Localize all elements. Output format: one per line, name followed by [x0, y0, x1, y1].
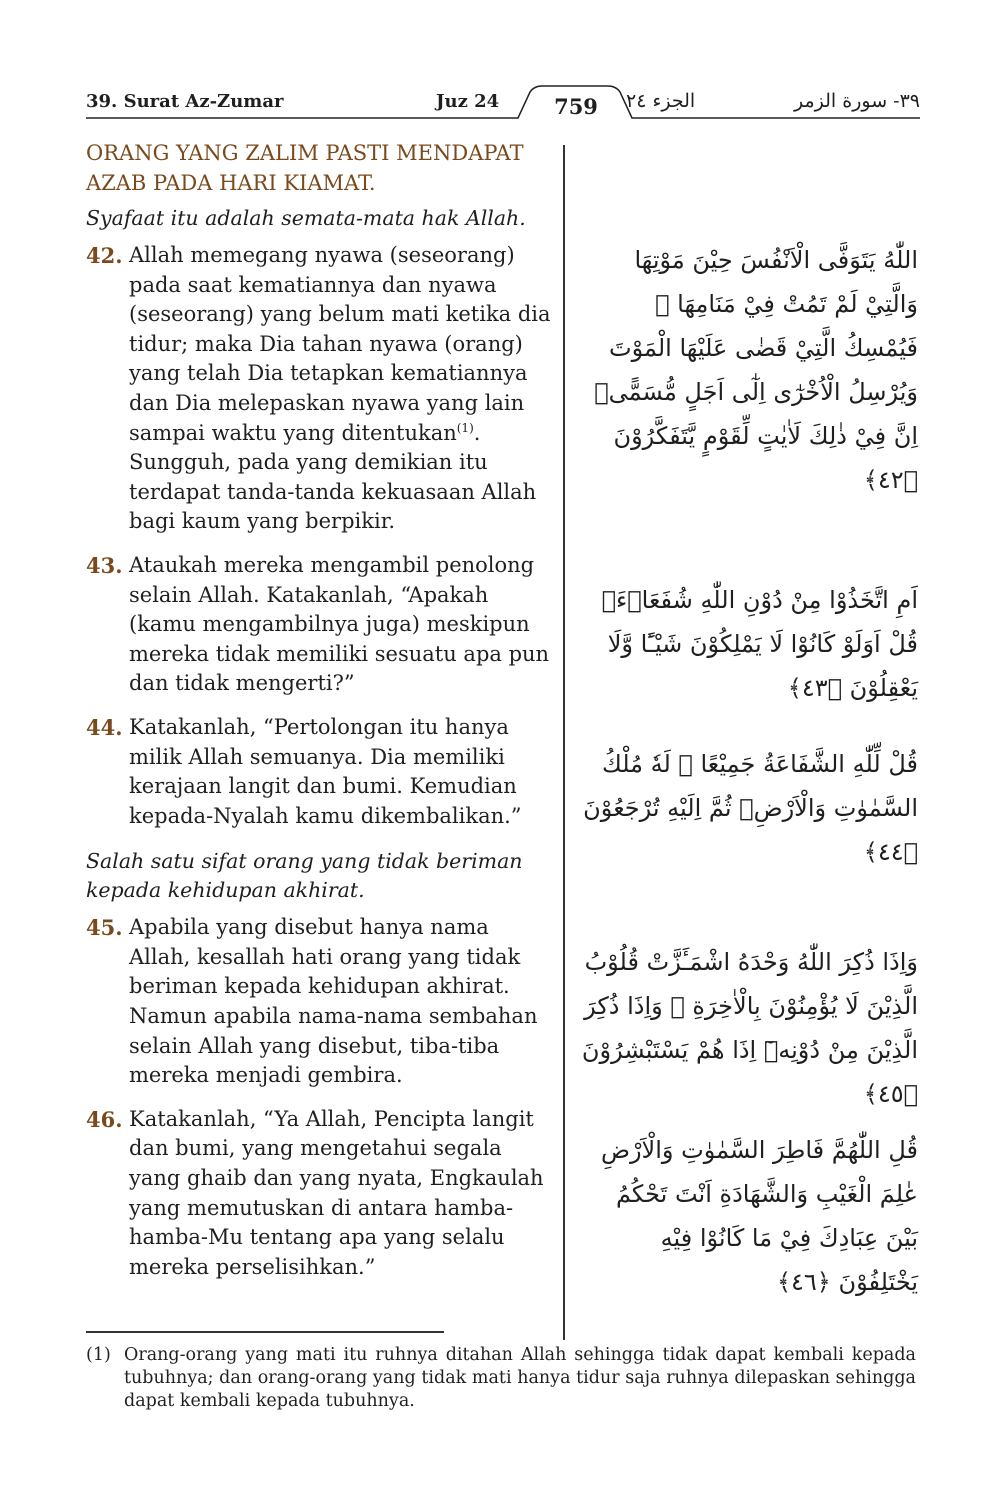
- page-number: 759: [554, 94, 598, 119]
- verse-text: Apabila yang disebut hanya nama Allah, kesallah hati orang yang tidak beriman kepada kehidupan akhirat. Namun apabila nama-nama sembahan selain Allah yang disebut, tiba-tiba mereka menjadi gembira.: [129, 915, 538, 1088]
- column-divider: [563, 145, 565, 1340]
- footnote-mark: (1): [86, 1345, 111, 1365]
- verse-44-translation: [86, 713, 554, 831]
- verse-42-translation: [86, 241, 554, 537]
- juz-label-latin: Juz 24: [436, 91, 500, 112]
- verse-45-translation: [86, 913, 554, 1091]
- footnote-rule: [86, 1331, 444, 1333]
- verse-43-arabic: اَمِ اتَّخَذُوْا مِنْ دُوْنِ اللّٰهِ شُفَعَاۤءَۗ قُلْ اَوَلَوْ كَانُوْا لَا يَمْلِكُوْنَ شَيْـًٔا وَّلَا يَعْقِلُوْنَ ﴿٤٣﴾: [601, 586, 918, 702]
- verse-text: Katakanlah, “Pertolongan itu hanya milik Allah semuanya. Dia memiliki kerajaan langit dan bumi. Kemudian kepada-Nyalah kamu dikembalikan.”: [129, 714, 522, 828]
- verse-42-arabic: اللّٰهُ يَتَوَفَّى الْاَنْفُسَ حِيْنَ مَوْتِهَا وَالَّتِيْ لَمْ تَمُتْ فِيْ مَنَامِهَا ۚ فَيُمْسِكُ الَّتِيْ قَضٰى عَلَيْهَا الْمَوْتَ وَيُرْسِلُ الْاُخْرٰٓى اِلٰٓى اَجَلٍ مُّسَمًّىۗ اِنَّ فِيْ ذٰلِكَ لَاٰيٰتٍ لِّقَوْمٍ يَّتَفَكَّرُوْنَ ﴿٤٢﴾: [594, 246, 918, 494]
- footnote-reference[interactable]: (1): [456, 420, 474, 435]
- verse-44-arabic: قُلْ لِّلّٰهِ الشَّفَاعَةُ جَمِيْعًا ۗ لَهٗ مُلْكُ السَّمٰوٰتِ وَالْاَرْضِۗ ثُمَّ اِلَيْهِ تُرْجَعُوْنَ ﴿٤٤﴾: [583, 750, 918, 866]
- verse-text: Ataukah mereka mengambil penolong selain Allah. Katakanlah, “Apakah (kamu mengambilnya juga) meskipun mereka tidak memiliki sesuatu apa pun dan tidak mengerti?”: [129, 552, 550, 696]
- verse-number: 43.: [86, 552, 123, 578]
- verse-43-translation: [86, 551, 554, 699]
- verse-46-arabic: قُلِ اللّٰهُمَّ فَاطِرَ السَّمٰوٰتِ وَالْاَرْضِ عٰلِمَ الْغَيْبِ وَالشَّهَادَةِ اَنْتَ تَحْكُمُ بَيْنَ عِبَادِكَ فِيْ مَا كَانُوْا فِيْهِ يَخْتَلِفُوْنَ ﴿٤٦﴾: [600, 1136, 918, 1296]
- verse-text: . Sungguh, pada yang demikian itu terdapat tanda-tanda kekuasaan Allah bagi kaum yang berpikir.: [129, 420, 537, 534]
- verse-text: Allah memegang nyawa (seseorang) pada saat kematiannya dan nyawa (seseorang) yang belum mati ketika dia tidur; maka Dia tahan nyawa (orang) yang telah Dia tetapkan kematiannya dan Dia melepaskan nyawa yang lain sampai waktu yang ditentukan: [129, 243, 551, 445]
- juz-label-arabic: الجزء ٢٤: [626, 90, 696, 112]
- section-heading: ORANG YANG ZALIM PASTI MENDAPAT AZAB PADA HARI KIAMAT.: [86, 141, 524, 195]
- surah-title-arabic: ٣٩- سورة الزمر: [794, 90, 920, 112]
- verse-text: Katakanlah, “Ya Allah, Pencipta langit dan bumi, yang mengetahui segala yang ghaib dan yang nyata, Engkaulah yang memutuskan di antara hamba-hamba-Mu tentang apa yang selalu mereka perselisihkan.”: [129, 1106, 544, 1279]
- verse-number: 46.: [86, 1106, 123, 1132]
- surah-title-latin: 39. Surat Az-Zumar: [86, 91, 284, 112]
- verse-number: 44.: [86, 714, 123, 740]
- verse-46-translation: [86, 1105, 554, 1283]
- subheading: Syafaat itu adalah semata-mata hak Allah.: [86, 206, 526, 230]
- translation-column: [86, 138, 554, 1282]
- running-header: [86, 78, 920, 126]
- verse-number: 45.: [86, 915, 123, 941]
- verse-number: 42.: [86, 243, 123, 268]
- subheading: Salah satu sifat orang yang tidak beriman kepada kehidupan akhirat.: [86, 849, 523, 903]
- footnote-text: Orang-orang yang mati itu ruhnya ditahan Allah sehingga tidak dapat kembali kepada tubuhnya; dan orang-orang yang tidak mati hanya tidur saja ruhnya dilepaskan sehingga dapat kembali kepada tubuhnya.: [124, 1345, 916, 1411]
- footnote: [86, 1344, 916, 1413]
- verse-45-arabic: وَاِذَا ذُكِرَ اللّٰهُ وَحْدَهُ اشْمَـَٔزَّتْ قُلُوْبُ الَّذِيْنَ لَا يُؤْمِنُوْنَ بِالْاٰخِرَةِ ۚ وَاِذَا ذُكِرَ الَّذِيْنَ مِنْ دُوْنِهٖٓ اِذَا هُمْ يَسْتَبْشِرُوْنَ ﴿٤٥﴾: [581, 948, 918, 1108]
